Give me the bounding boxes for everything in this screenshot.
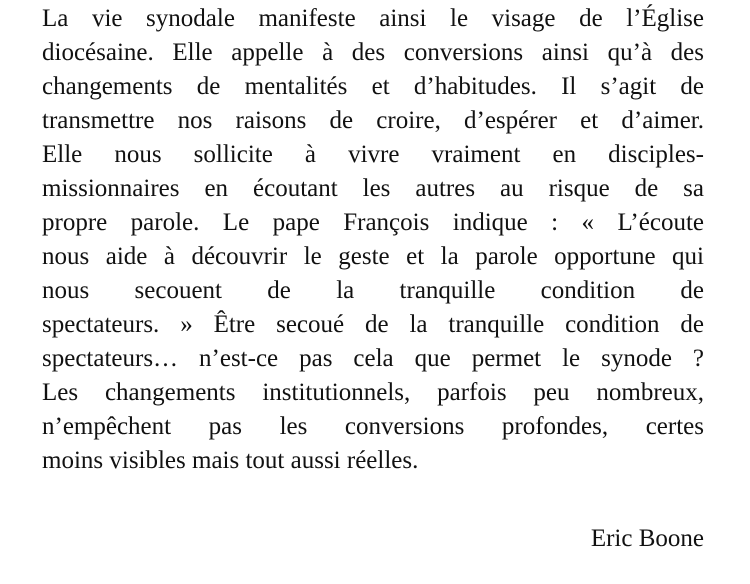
article-paragraph [42, 0, 704, 478]
text-line: nous aide à découvrir le geste et la parole opportune qui [42, 243, 704, 270]
text-line: moins visibles mais tout aussi réelles. [42, 447, 419, 474]
text-line: propre parole. Le pape François indique : « L’écoute [42, 209, 704, 236]
text-line: spectateurs… n’est-ce pas cela que permet le synode ? [42, 345, 704, 372]
document-page [42, 0, 704, 552]
text-line: n’empêchent pas les conversions profondes, certes [42, 413, 704, 440]
text-line: transmettre nos raisons de croire, d’espérer et d’aimer. [42, 107, 704, 134]
text-line: changements de mentalités et d’habitudes. Il s’agit de [42, 73, 704, 100]
text-line: diocésaine. Elle appelle à des conversions ainsi qu’à des [42, 39, 704, 66]
text-line: nous secouent de la tranquille condition de [42, 277, 704, 304]
author-signature: Eric Boone [590, 525, 704, 552]
text-line: Elle nous sollicite à vivre vraiment en disciples- [42, 141, 704, 168]
text-line: missionnaires en écoutant les autres au risque de sa [42, 175, 704, 202]
text-line: spectateurs. » Être secoué de la tranquille condition de [42, 311, 704, 338]
text-line: La vie synodale manifeste ainsi le visage de l’Église [42, 5, 704, 32]
text-line: Les changements institutionnels, parfois peu nombreux, [42, 379, 704, 406]
